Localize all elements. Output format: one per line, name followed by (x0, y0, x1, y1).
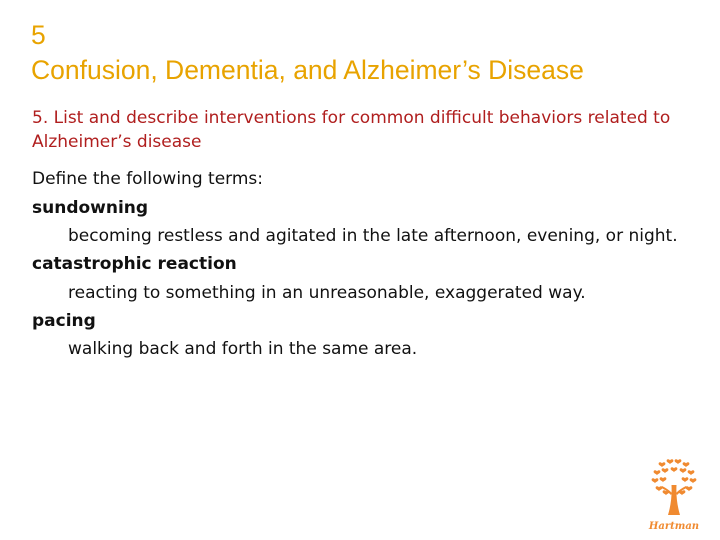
hartman-logo (640, 455, 710, 535)
heart-tree-icon (640, 455, 710, 535)
term-sundowning: sundowning (32, 197, 149, 218)
definition-catastrophic-reaction: reacting to something in an unreasonable, exaggerated way. (68, 282, 586, 303)
slide-title (31, 18, 584, 88)
definition-sundowning: becoming restless and agitated in the late afternoon, evening, or night. (68, 226, 678, 247)
term-catastrophic-reaction: catastrophic reaction (32, 254, 237, 275)
definition-pacing: walking back and forth in the same area. (68, 339, 418, 360)
definitions-intro: Define the following terms: (32, 169, 263, 189)
logo-text: Hartman (648, 521, 700, 532)
chapter-title: Confusion, Dementia, and Alzheimer’s Disease (31, 55, 584, 85)
learning-objective: 5. List and describe interventions for common difficult behaviors related to Alzheimer’s disease (32, 108, 671, 152)
definitions-section (32, 165, 702, 363)
term-pacing: pacing (32, 310, 96, 331)
chapter-number: 5 (31, 20, 46, 50)
